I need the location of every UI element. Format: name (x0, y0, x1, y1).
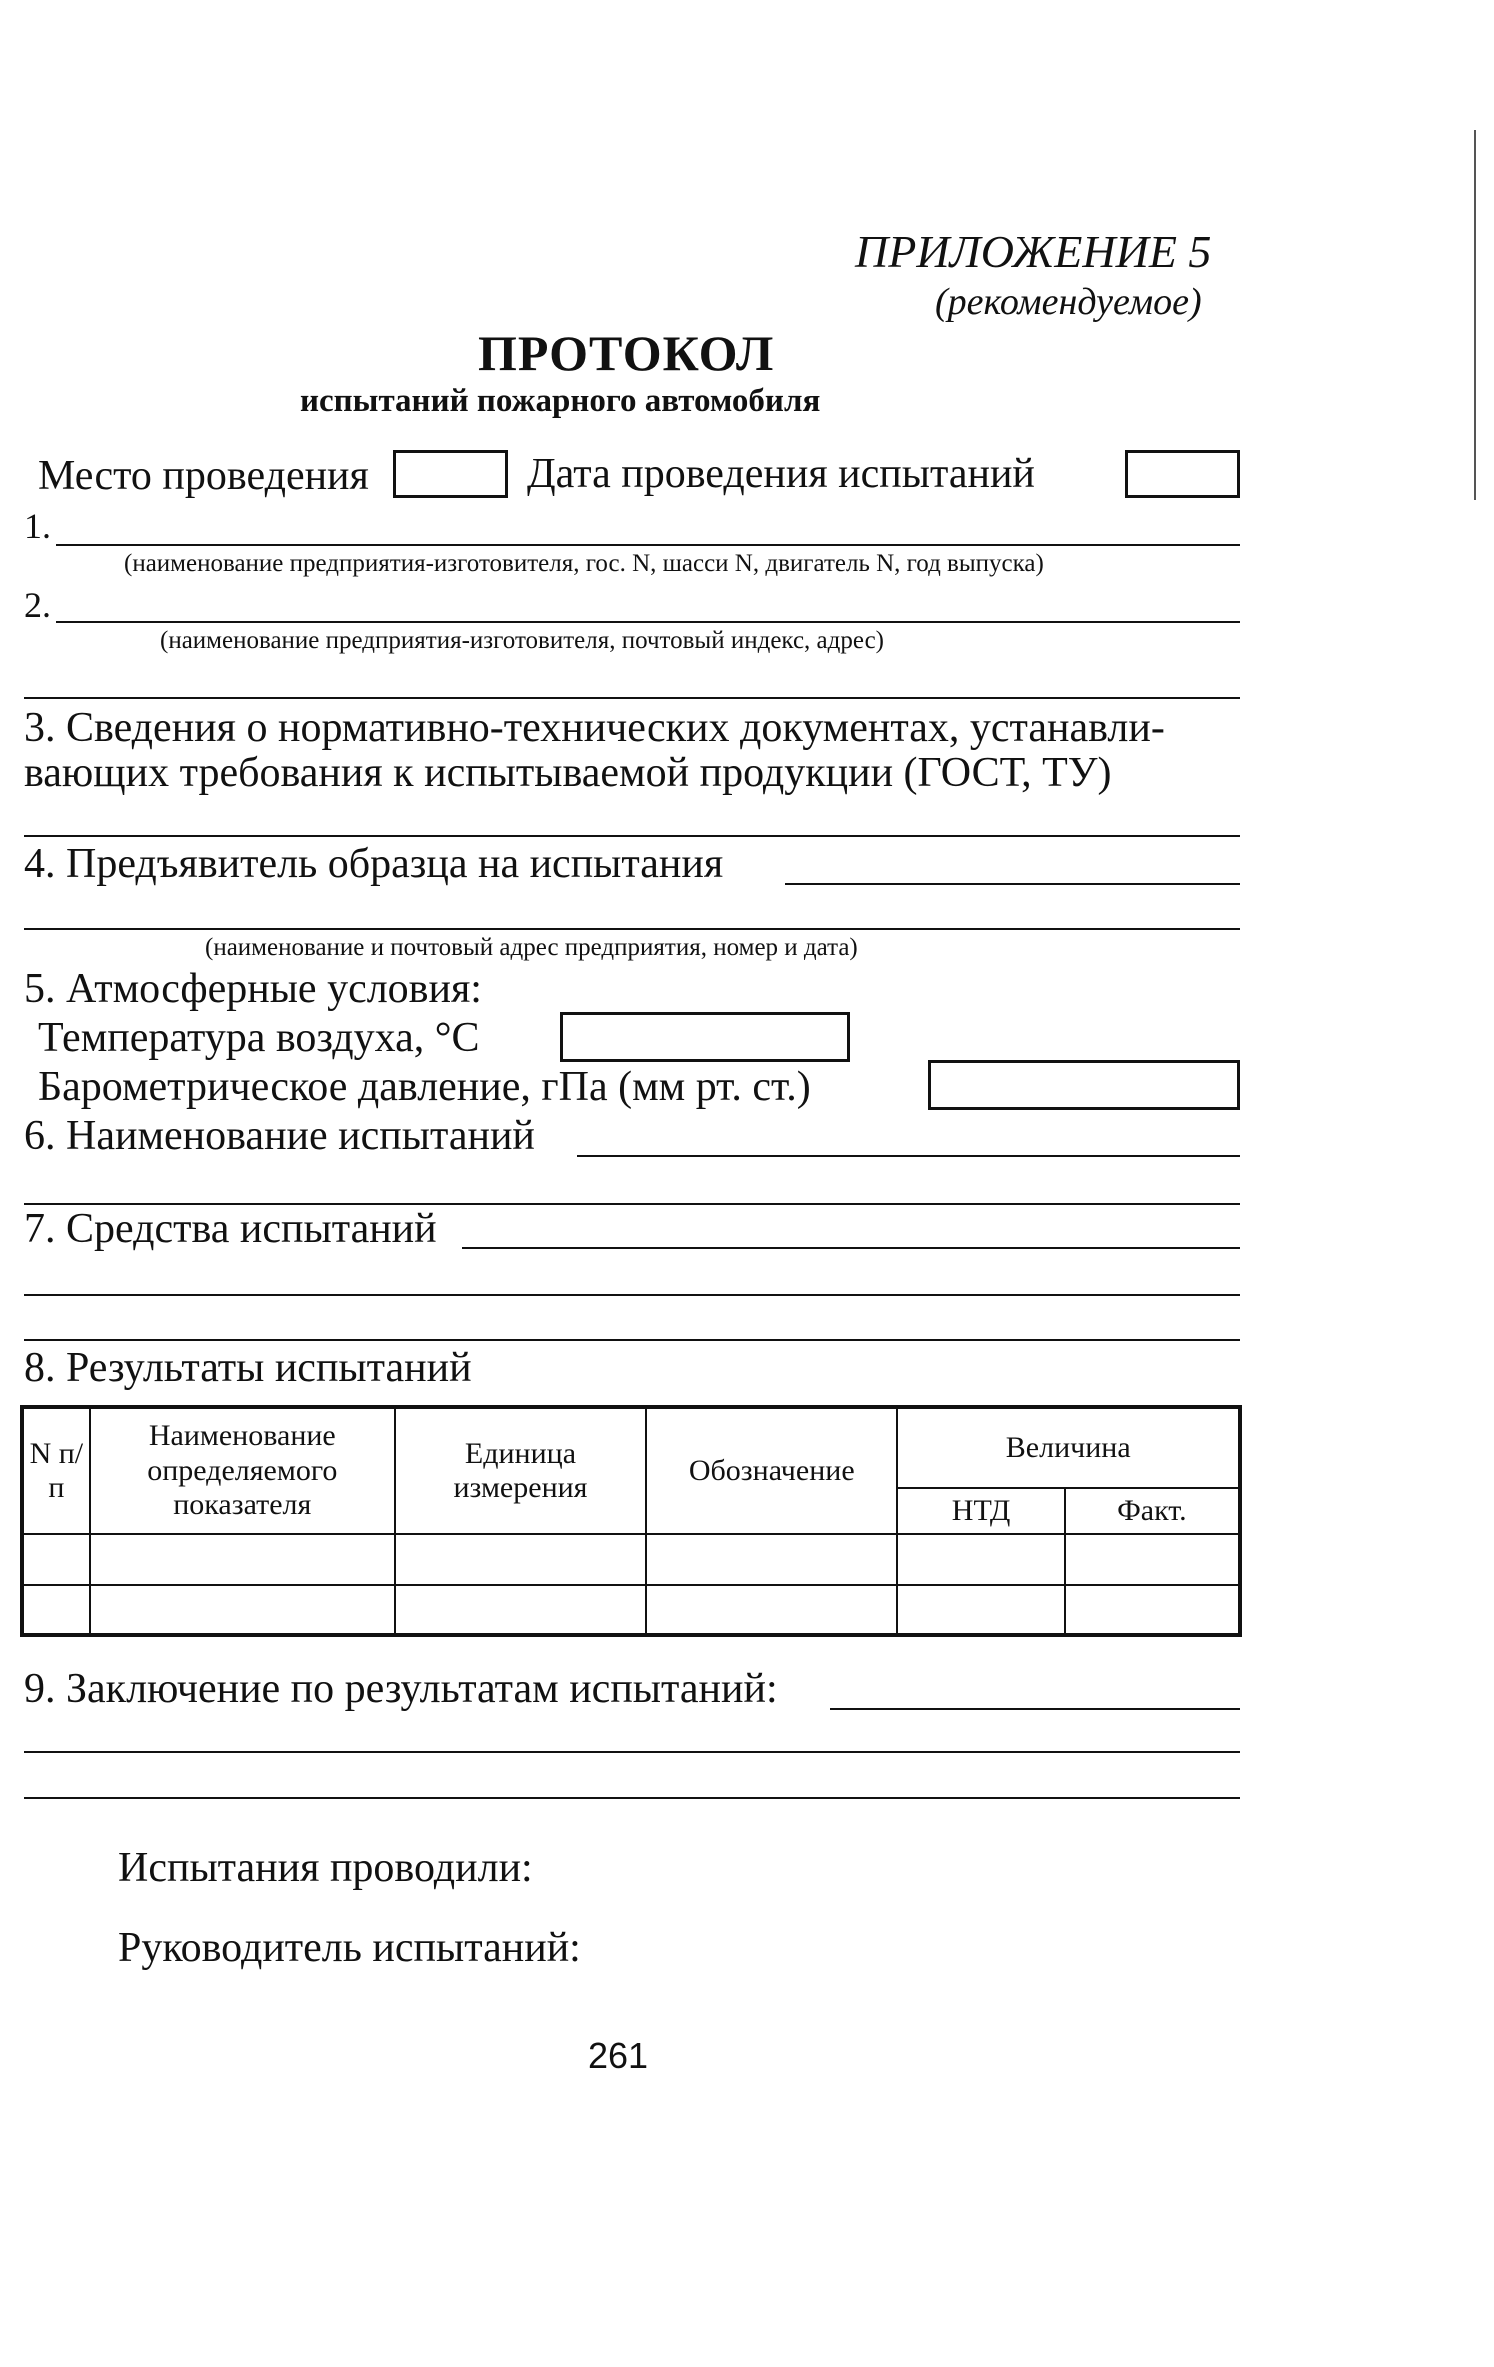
table-cell[interactable] (1065, 1585, 1240, 1635)
header-fact: Факт. (1065, 1488, 1240, 1534)
item6-field[interactable] (577, 1155, 1240, 1157)
temperature-label: Температура воздуха, °С (38, 1015, 480, 1061)
table-row (22, 1534, 1240, 1584)
pressure-field[interactable] (928, 1060, 1240, 1110)
item2-extra-line[interactable] (24, 697, 1240, 699)
item1-note: (наименование предприятия-изготовителя, гос. N, шасси N, двигатель N, год выпуска) (124, 550, 1044, 577)
table-row (22, 1585, 1240, 1635)
item4-label: 4. Предъявитель образца на испытания (24, 841, 724, 887)
item7-field[interactable] (462, 1247, 1240, 1249)
item2-note: (наименование предприятия-изготовителя, почтовый индекс, адрес) (160, 627, 885, 654)
page-subtitle: испытаний пожарного автомобиля (300, 383, 821, 419)
header-indicator: Наименование определяемого показателя (90, 1407, 395, 1534)
table-cell[interactable] (897, 1534, 1064, 1584)
header-num: N п/п (22, 1407, 90, 1534)
item4-field[interactable] (785, 883, 1240, 885)
header-value: Величина (897, 1407, 1240, 1488)
item1-number: 1. (24, 506, 51, 546)
table-cell[interactable] (395, 1534, 646, 1584)
item4-extra-line[interactable] (24, 928, 1240, 930)
table-cell[interactable] (90, 1534, 395, 1584)
table-cell[interactable] (1065, 1534, 1240, 1584)
item4-note: (наименование и почтовый адрес предприятия, номер и дата) (205, 934, 858, 961)
item6-extra-line[interactable] (24, 1203, 1240, 1205)
date-field[interactable] (1125, 450, 1240, 498)
item2-number: 2. (24, 585, 51, 625)
item5-label: 5. Атмосферные условия: (24, 966, 482, 1012)
page-number: 261 (588, 2035, 649, 2076)
conducted-by-label: Испытания проводили: (118, 1845, 533, 1891)
item9-label: 9. Заключение по результатам испытаний: (24, 1666, 778, 1712)
table-cell[interactable] (90, 1585, 395, 1635)
item7-label: 7. Средства испытаний (24, 1206, 437, 1252)
page-edge-line (1474, 130, 1476, 500)
temperature-field[interactable] (560, 1012, 850, 1062)
item2-field[interactable] (56, 621, 1240, 623)
results-table (20, 1405, 1242, 1637)
item7-extra-line-1[interactable] (24, 1294, 1240, 1296)
item9-extra-line-1[interactable] (24, 1751, 1240, 1753)
table-cell[interactable] (646, 1585, 897, 1635)
table-cell[interactable] (897, 1585, 1064, 1635)
item9-extra-line-2[interactable] (24, 1797, 1240, 1799)
date-label: Дата проведения испытаний (527, 451, 1035, 497)
table-cell[interactable] (646, 1534, 897, 1584)
appendix-label: ПРИЛОЖЕНИЕ 5 (855, 226, 1212, 277)
recommended-label: (рекомендуемое) (935, 281, 1202, 323)
item1-field[interactable] (56, 544, 1240, 546)
header-ntd: НТД (897, 1488, 1064, 1534)
item6-label: 6. Наименование испытаний (24, 1113, 535, 1159)
place-label: Место проведения (38, 453, 369, 499)
item7-extra-line-2[interactable] (24, 1339, 1240, 1341)
pressure-label: Барометрическое давление, гПа (мм рт. ст.) (38, 1064, 811, 1110)
table-cell[interactable] (22, 1585, 90, 1635)
head-of-tests-label: Руководитель испытаний: (118, 1925, 581, 1971)
header-unit: Единица измерения (395, 1407, 646, 1534)
place-field[interactable] (393, 450, 508, 498)
item8-label: 8. Результаты испытаний (24, 1345, 472, 1391)
item3-field[interactable] (24, 835, 1240, 837)
table-cell[interactable] (22, 1534, 90, 1584)
table-cell[interactable] (395, 1585, 646, 1635)
header-designation: Обозначение (646, 1407, 897, 1534)
page-title: ПРОТОКОЛ (478, 325, 775, 381)
item9-field[interactable] (830, 1708, 1240, 1710)
item3-text-line2: вающих требования к испытываемой продукции (ГОСТ, ТУ) (24, 750, 1112, 796)
item3-text-line1: 3. Сведения о нормативно-технических документах, устанавли- (24, 705, 1165, 751)
